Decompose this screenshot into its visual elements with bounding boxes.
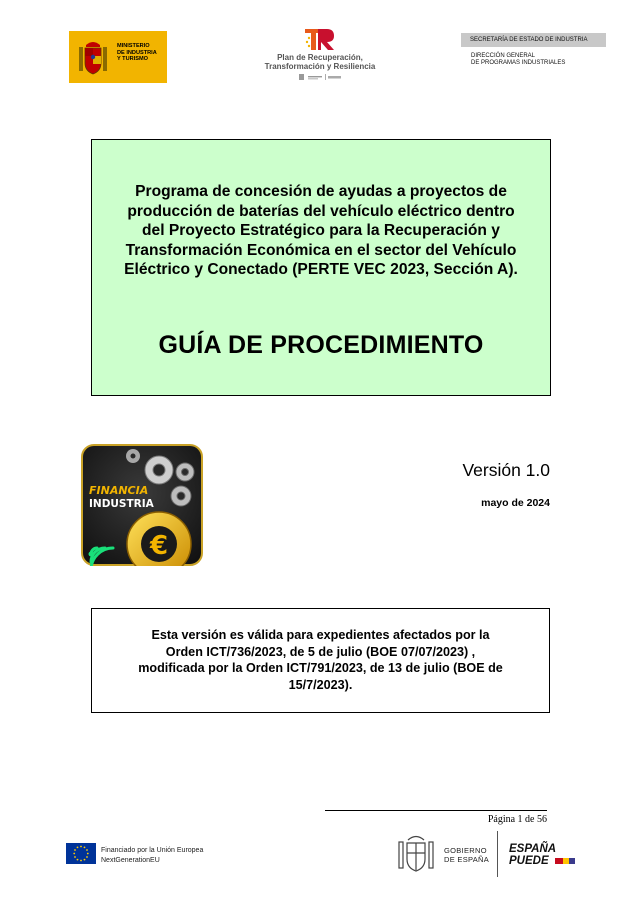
validity-text [100, 627, 541, 693]
eu-flag-icon [66, 843, 96, 864]
eu-line: Financiado por la Unión Europea [101, 847, 204, 854]
gob-line: DE ESPAÑA [444, 855, 490, 864]
title-line: Transformación Económica en el sector del Vehículo [125, 241, 517, 259]
title-line: Eléctrico y Conectado (PERTE VEC 2023, Sección A). [124, 261, 518, 278]
gear-icon [171, 486, 191, 506]
validity-line: modificada por la Orden ICT/791/2023, de 13 de julio (BOE de [138, 661, 503, 675]
gear-icon [126, 449, 140, 463]
validity-box [91, 608, 550, 713]
prtr-line: Transformación y Resiliencia [264, 62, 376, 71]
title-line: del Proyecto Estratégico para la Recuperación y [142, 222, 500, 239]
direccion-label [471, 53, 611, 67]
espana-puede-stripes-icon [555, 858, 575, 864]
gear-icon [176, 463, 194, 481]
prtr-line: Plan de Recuperación, [277, 53, 363, 62]
industria-word: INDUSTRIA [89, 498, 154, 510]
validity-line: Orden ICT/736/2023, de 5 de julio (BOE 07/07/2023) , [165, 644, 476, 659]
espana-line: ESPAÑA [509, 843, 557, 855]
ministerio-line: DE INDUSTRIA [117, 49, 157, 56]
mini-gov-logo-icon [295, 73, 345, 81]
validity-line: 15/7/2023). [288, 677, 353, 692]
euro-symbol: € [149, 531, 169, 561]
direccion-line: DE PROGRAMAS INDUSTRIALES [471, 60, 566, 66]
eu-funding-text [101, 846, 203, 865]
gear-icon [145, 456, 173, 484]
page-number: Página 1 de 56 [487, 814, 547, 825]
title-line: producción de baterías del vehículo eléctrico dentro [127, 202, 515, 220]
ministerio-line: Y TURISMO [117, 56, 148, 63]
validity-line: Esta versión es válida para expedientes afectados por la [151, 628, 490, 642]
prtr-logo [252, 26, 388, 88]
gobierno-shield-icon [396, 832, 436, 874]
footer-divider [497, 831, 498, 877]
eu-line: NextGenerationEU [101, 856, 160, 864]
secretaria-label: SECRETARÍA DE ESTADO DE INDUSTRIA [461, 33, 606, 47]
espana-puede-logo [509, 843, 556, 867]
guide-heading: GUÍA DE PROCEDIMIENTO [158, 331, 484, 359]
financia-industria-logo [81, 444, 203, 566]
financia-word: FINANCIA [89, 484, 149, 497]
version-date: mayo de 2024 [481, 497, 550, 509]
espana-line: PUEDE [509, 855, 549, 867]
program-title [102, 182, 540, 280]
ministerio-line: MINISTERIO [117, 43, 150, 49]
version-label: Versión 1.0 [462, 460, 550, 480]
title-box [91, 139, 551, 396]
footer-rule [325, 810, 547, 811]
direccion-line: DIRECCIÓN GENERAL [471, 53, 536, 59]
ministerio-logo [69, 31, 167, 83]
tr-logo-icon [303, 26, 337, 52]
coat-of-arms-icon [75, 37, 111, 77]
gobierno-text [444, 846, 489, 864]
gob-line: GOBIERNO [444, 846, 487, 855]
title-line: Programa de concesión de ayudas a proyectos de [135, 183, 507, 200]
